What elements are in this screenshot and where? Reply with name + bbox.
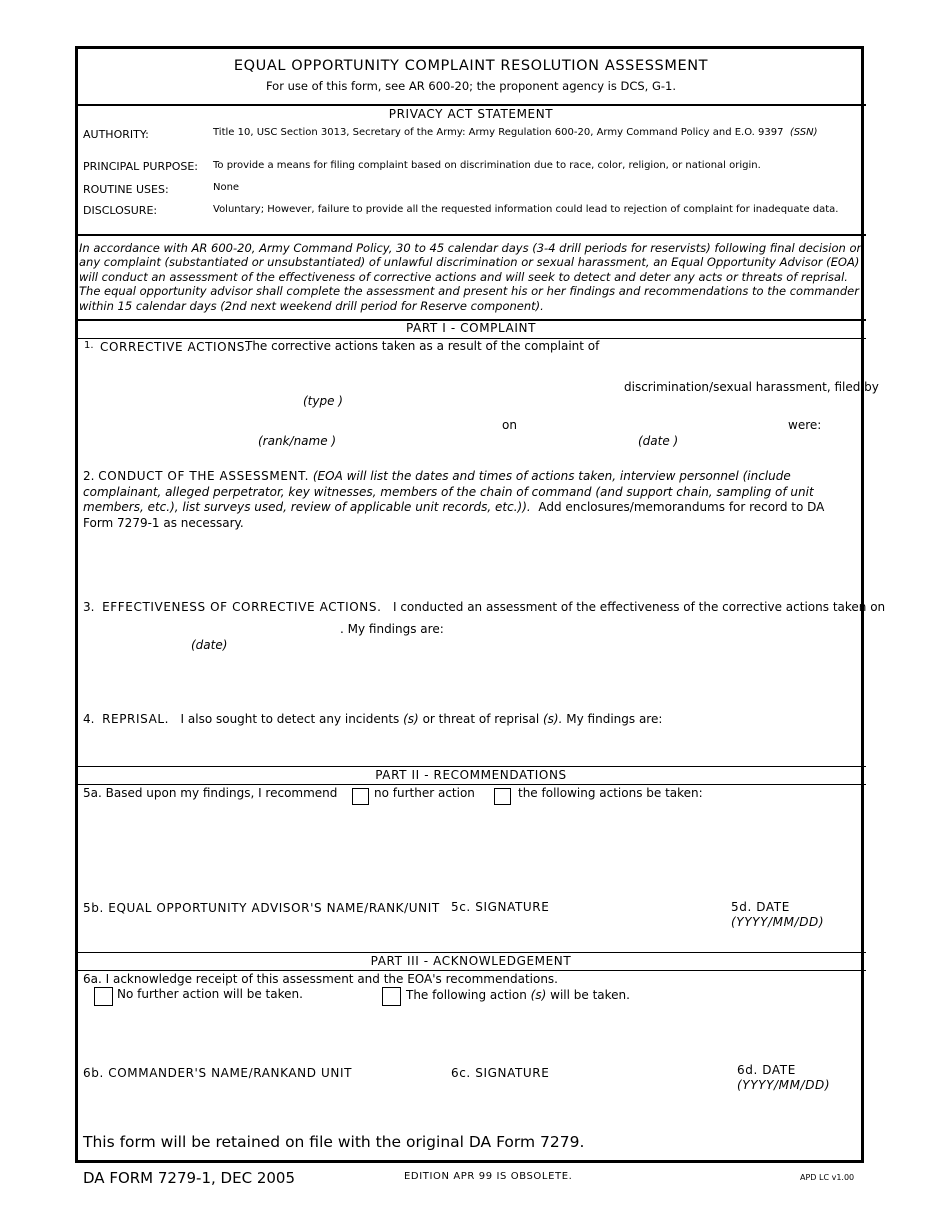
form-title: EQUAL OPPORTUNITY COMPLAINT RESOLUTION ASSESSMENT	[233, 58, 709, 74]
part1-heading: PART I - COMPLAINT	[405, 321, 536, 335]
item1-text: The corrective actions taken as a result of the complaint of	[245, 339, 600, 353]
purpose-text: To provide a means for filing complaint based on discrimination due to race, color, religion, or national origin.	[213, 160, 761, 171]
no-further-action-taken-checkbox[interactable]	[94, 987, 113, 1006]
no-further-action-label: no further action	[374, 786, 475, 800]
form-subtitle: For use of this form, see AR 600-20; the proponent agency is DCS, G-1.	[265, 79, 677, 93]
rank-name-label: (rank/name )	[258, 434, 337, 448]
following-action-taken-checkbox[interactable]	[382, 987, 401, 1006]
routine-uses-text: None	[213, 182, 240, 193]
item3-findings: . My findings are:	[340, 622, 444, 636]
following-actions-checkbox[interactable]	[494, 788, 511, 805]
item6d-format: (YYYY/MM/DD)	[737, 1078, 831, 1092]
edition-note: EDITION APR 99 IS OBSOLETE.	[404, 1171, 573, 1182]
divider	[76, 766, 866, 767]
part3-heading: PART III - ACKNOWLEDGEMENT	[370, 954, 572, 968]
routine-uses-label: ROUTINE USES:	[83, 183, 169, 196]
version-label: APD LC v1.00	[800, 1173, 855, 1182]
item3-line: 3. EFFECTIVENESS OF CORRECTIVE ACTIONS. I conducted an assessment of the effectiveness of the corrective actions taken on	[83, 600, 886, 614]
item2-paragraph: 2. CONDUCT OF THE ASSESSMENT. (EOA will list the dates and times of actions taken, interview personnel (include complainant, alleged perpetrator, key witnesses, members of the chain of command (and support chain, sampling of unit members, etc.), list surveys used, review of applicable unit records, etc.)). Add enclosures/memorandums for record to DA Form 7279-1 as necessary.	[83, 469, 825, 530]
retention-note: This form will be retained on file with the original DA Form 7279.	[83, 1133, 585, 1151]
intro-paragraph: In accordance with AR 600-20, Army Command Policy, 30 to 45 calendar days (3-4 drill periods for reservists) following final decision on any complaint (substantiated or unsubstantiated) of unlawful discrimination or sexual harassment, an Equal Opportunity Advisor (EOA) will conduct an assessment of the effectiveness of corrective actions and will seek to detect and deter any acts or threats of reprisal. The equal opportunity advisor shall complete the assessment and present his or her findings and recommendations to the commander within 15 calendar days (2nd next weekend drill period for Reserve component).	[79, 241, 864, 313]
item3-date-label: (date)	[191, 638, 228, 652]
item6d-label: 6d. DATE	[737, 1063, 796, 1077]
divider	[76, 784, 866, 785]
item5c-label: 5c. SIGNATURE	[451, 900, 550, 914]
item1-title: CORRECTIVE ACTIONS.	[100, 340, 250, 354]
item6a-text: 6a. I acknowledge receipt of this assessment and the EOA's recommendations.	[83, 972, 558, 986]
item1-were: were:	[788, 418, 822, 432]
date-label: (date )	[638, 434, 679, 448]
item6b-label: 6b. COMMANDER'S NAME/RANKAND UNIT	[83, 1066, 353, 1080]
divider	[76, 104, 866, 106]
item4-line: 4. REPRISAL. I also sought to detect any incidents (s) or threat of reprisal (s). My findings are:	[83, 712, 663, 726]
following-action-taken-label: The following action (s) will be taken.	[406, 988, 630, 1002]
item5d-label: 5d. DATE	[731, 900, 790, 914]
item1-on: on	[502, 418, 517, 432]
no-further-action-taken-label: No further action will be taken.	[117, 987, 303, 1001]
item5a-text: 5a. Based upon my findings, I recommend	[83, 786, 338, 800]
divider	[76, 234, 866, 236]
form-id: DA FORM 7279-1, DEC 2005	[83, 1169, 295, 1187]
purpose-label: PRINCIPAL PURPOSE:	[83, 160, 199, 173]
authority-text: Title 10, USC Section 3013, Secretary of the Army: Army Regulation 600-20, Army Command Policy and E.O. 9397 (SSN)	[213, 127, 818, 138]
item1-filed-by: discrimination/sexual harassment, filed by	[624, 380, 879, 394]
item6c-label: 6c. SIGNATURE	[451, 1066, 550, 1080]
authority-label: AUTHORITY:	[83, 128, 149, 141]
item5b-label: 5b. EQUAL OPPORTUNITY ADVISOR'S NAME/RANK/UNIT	[83, 901, 440, 915]
following-actions-label: the following actions be taken:	[518, 786, 703, 800]
no-further-action-checkbox[interactable]	[352, 788, 369, 805]
divider	[76, 970, 866, 971]
part2-heading: PART II - RECOMMENDATIONS	[375, 768, 567, 782]
disclosure-text: Voluntary; However, failure to provide all the requested information could lead to rejection of complaint for inadequate data.	[213, 204, 839, 215]
type-label: (type )	[303, 394, 343, 408]
divider	[76, 952, 866, 953]
item1-number: 1.	[84, 340, 94, 351]
privacy-heading: PRIVACY ACT STATEMENT	[388, 107, 554, 121]
item5d-format: (YYYY/MM/DD)	[731, 915, 825, 929]
disclosure-label: DISCLOSURE:	[83, 204, 158, 217]
